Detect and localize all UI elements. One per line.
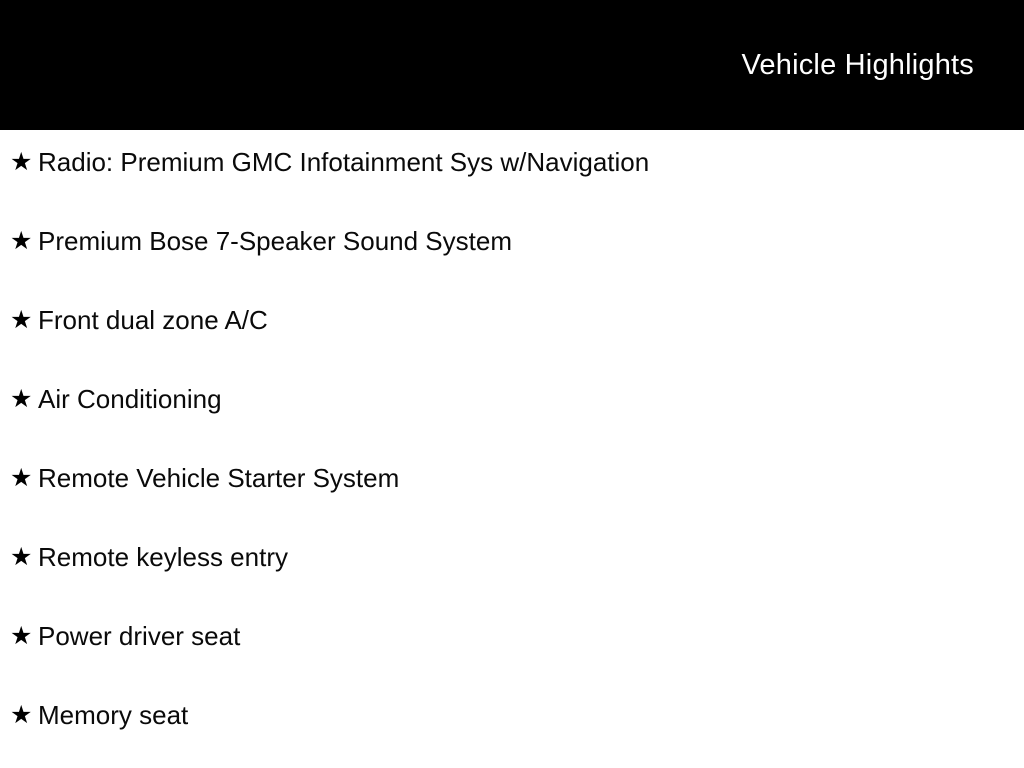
highlight-label: Front dual zone A/C xyxy=(38,305,268,335)
highlight-label: Premium Bose 7-Speaker Sound System xyxy=(38,226,512,256)
star-icon: ★ xyxy=(10,464,33,492)
star-icon: ★ xyxy=(10,701,33,729)
list-item xyxy=(0,384,1024,463)
list-item xyxy=(0,621,1024,700)
list-item xyxy=(0,700,1024,768)
list-item xyxy=(0,542,1024,621)
highlight-label: Radio: Premium GMC Infotainment Sys w/Navigation xyxy=(38,147,650,177)
highlight-label: Memory seat xyxy=(38,700,189,730)
star-icon: ★ xyxy=(10,306,33,334)
list-item xyxy=(0,305,1024,384)
highlight-label: Air Conditioning xyxy=(38,384,222,414)
star-icon: ★ xyxy=(10,543,33,571)
list-item xyxy=(0,147,1024,226)
star-icon: ★ xyxy=(10,148,33,176)
highlight-label: Remote Vehicle Starter System xyxy=(38,463,400,493)
vehicle-highlights-list xyxy=(0,130,1024,768)
star-icon: ★ xyxy=(10,622,33,650)
highlight-label: Power driver seat xyxy=(38,621,241,651)
star-icon: ★ xyxy=(10,385,33,413)
header-bar xyxy=(0,0,1024,130)
list-item xyxy=(0,463,1024,542)
list-item xyxy=(0,226,1024,305)
page-title: Vehicle Highlights xyxy=(741,48,974,81)
star-icon: ★ xyxy=(10,227,33,255)
highlight-label: Remote keyless entry xyxy=(38,542,288,572)
